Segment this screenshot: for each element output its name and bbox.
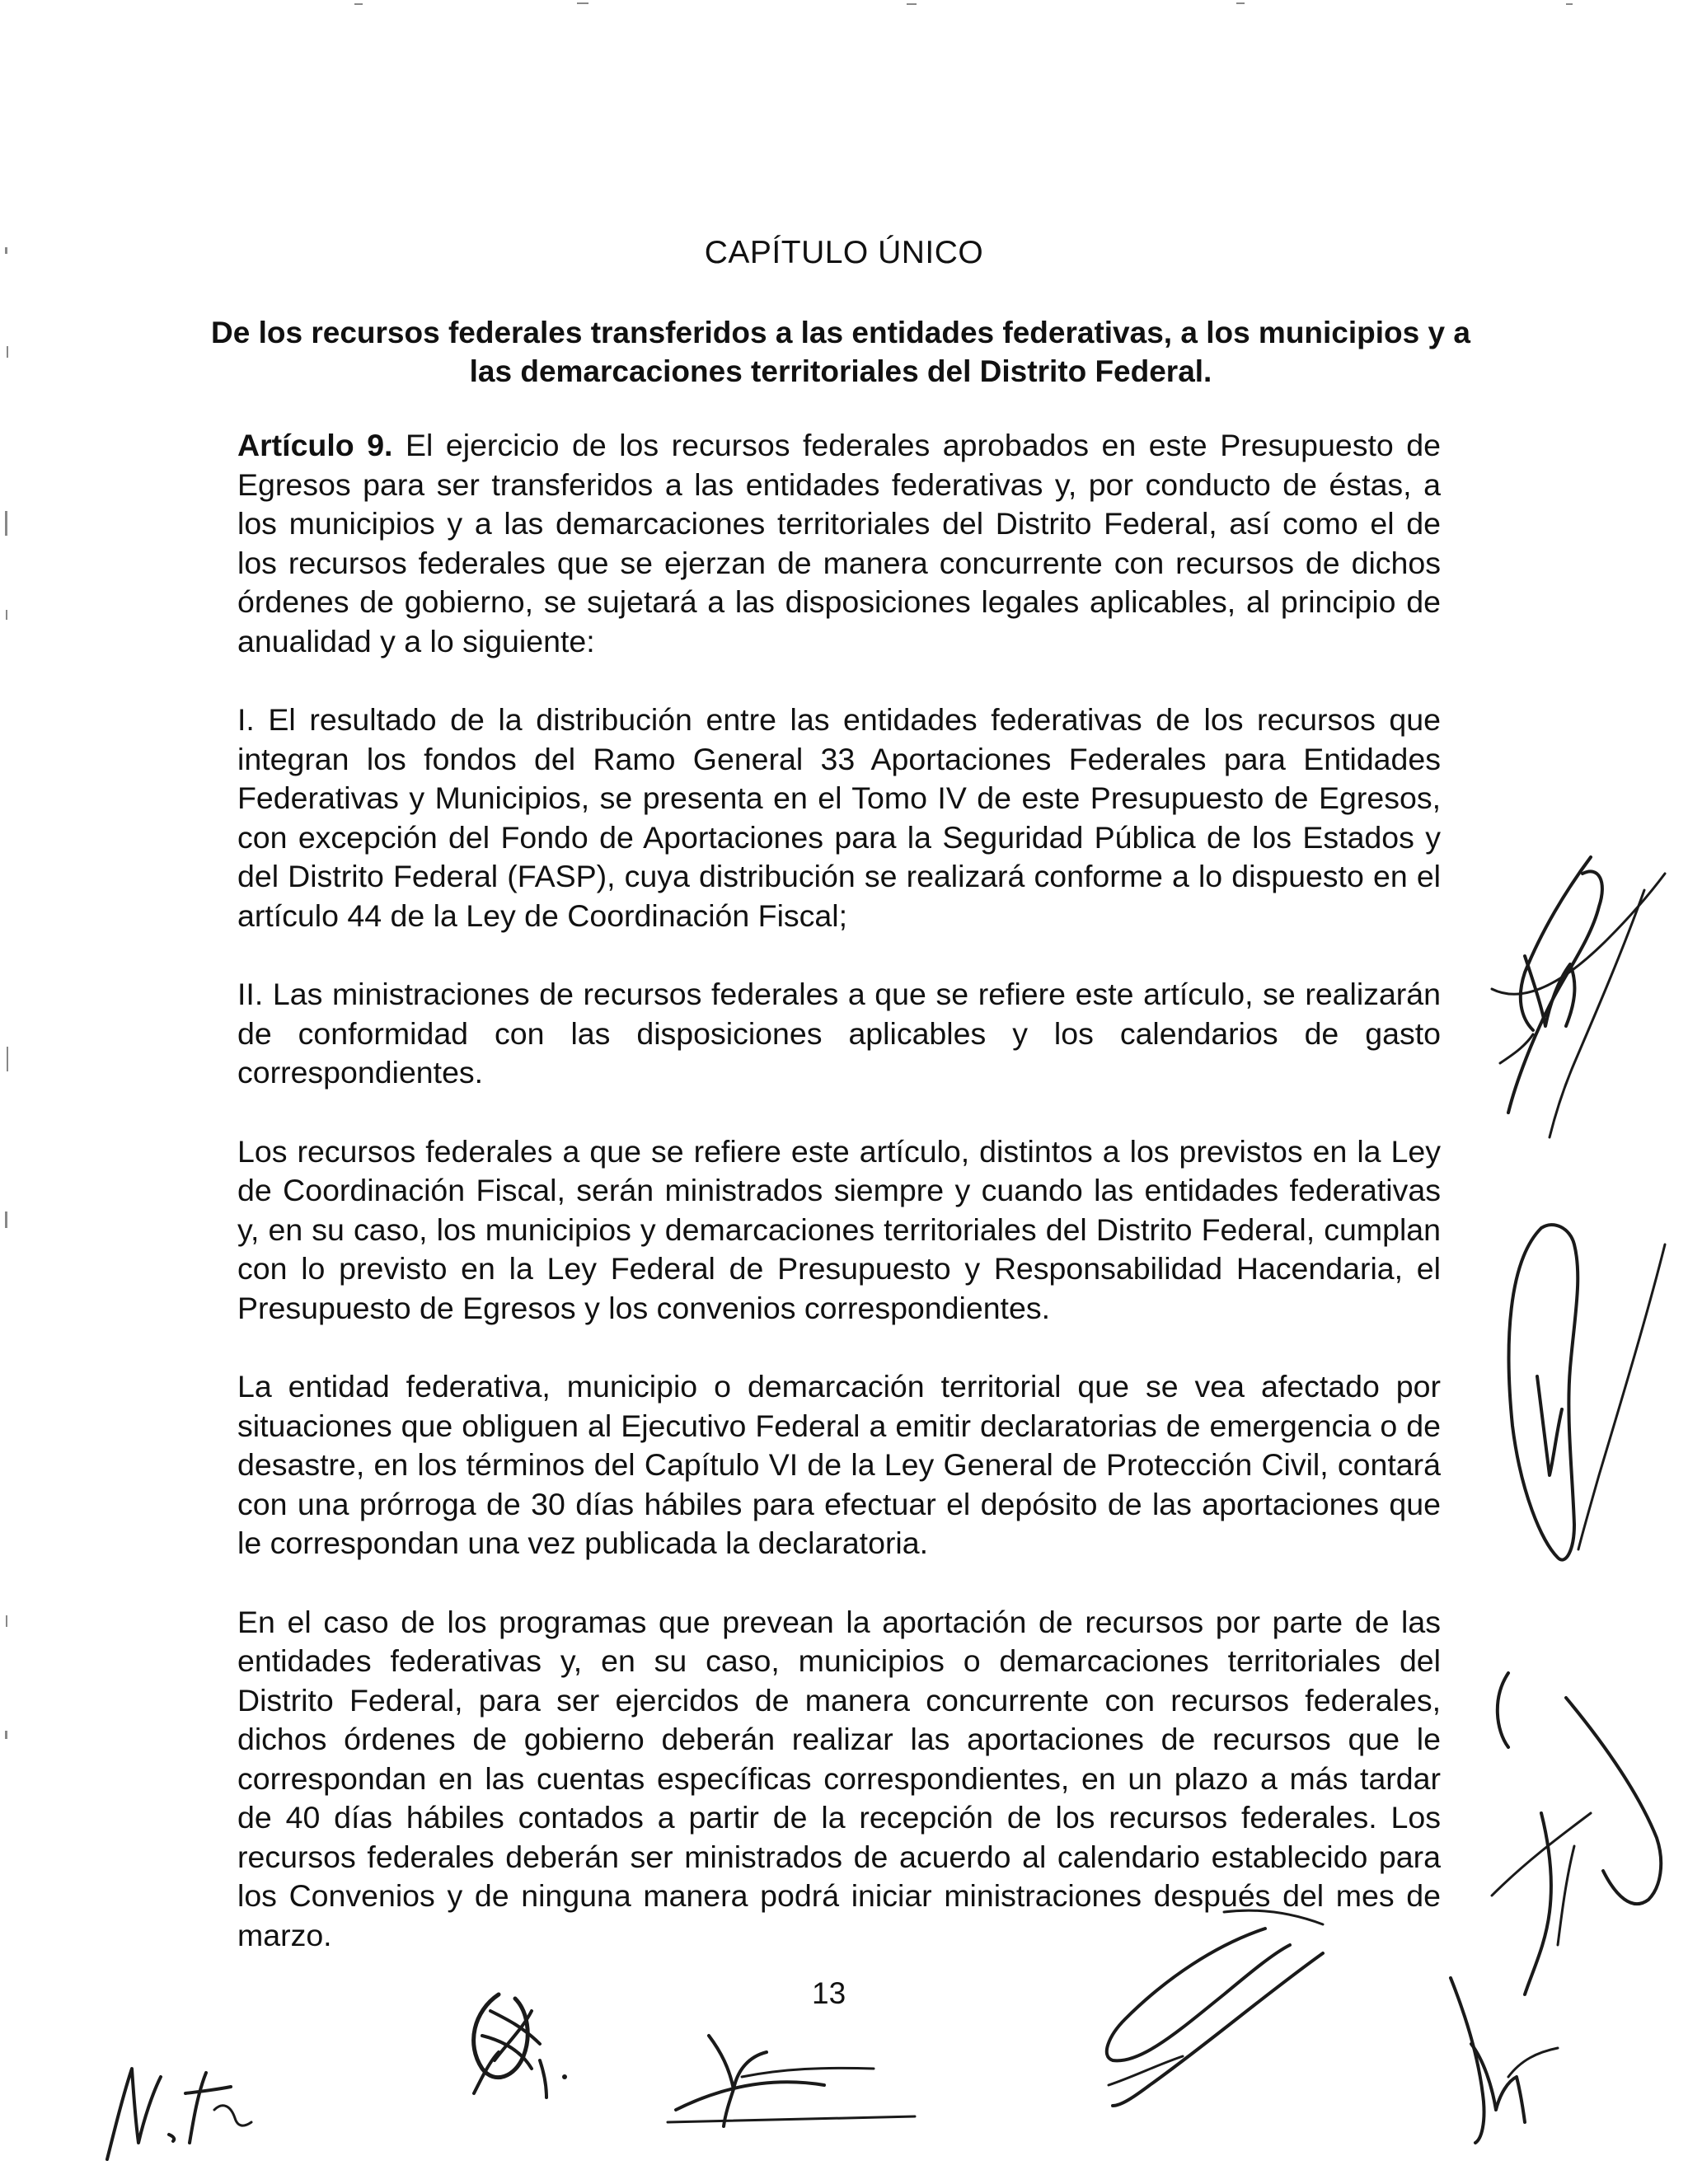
chapter-subtitle: De los recursos federales transferidos a las entidades federativas, a los municipios y a las demarcaciones territoriales del Distrito Federal.: [211, 316, 1470, 388]
chapter-title: CAPÍTULO ÚNICO: [704, 235, 984, 270]
article-intro-text: El ejercicio de los recursos federales aprobados en este Presupuesto de Egresos para ser transferidos a las entidades federativas y, por conducto de éstas, a los municipios y a las demarcaciones territoriales del Distrito Federal, así como el de los recursos federales que se ejerzan de manera concurrente con recursos de dichos órdenes de gobierno, se sujetará a las disposiciones legales aplicables, al principio de anualidad y a lo siguiente:: [237, 428, 1441, 658]
page-number: 13: [812, 1976, 846, 2010]
concurrent-programs-paragraph: En el caso de los programas que prevean la aportación de recursos por parte de las entidades federativas y, en su caso, municipios o demarcaciones territoriales del Distrito Federal, para ser ejercidos de manera concurrente con recursos federales, dichos órdenes de gobierno deberán realizar las aportaciones de recursos que le correspondan en las cuentas específicas correspondientes, en un plazo a más tardar de 40 días hábiles contados a partir de la recepción de los recursos federales. Los recursos federales deberán ser ministrados de acuerdo al calendario establecido para los Convenios y de ninguna manera podrá iniciar ministraciones después del mes de marzo.: [237, 1604, 1441, 1952]
ministration-conditions-paragraph: Los recursos federales a que se refiere este artículo, distintos a los previstos en la Ley de Coordinación Fiscal, serán ministrados siempre y cuando las entidades federativas y, en su caso, los municipios y demarcaciones territoriales del Distrito Federal, cumplan con lo previsto en la Ley Federal de Presupuesto y Responsabilidad Hacendaria, el Presupuesto de Egresos y los convenios correspondientes.: [237, 1133, 1441, 1325]
article-label: Artículo 9.: [237, 428, 393, 462]
fraction-two-paragraph: II. Las ministraciones de recursos federales a que se refiere este artículo, se realizarán de conformidad con las disposiciones aplicables y los calendarios de gasto correspondientes.: [237, 977, 1441, 1090]
fraction-one-paragraph: I. El resultado de la distribución entre las entidades federativas de los recursos que integran los fondos del Ramo General 33 Aportaciones Federales para Entidades Federativas y Municipios, se presenta en el Tomo IV de este Presupuesto de Egresos, con excepción del Fondo de Aportaciones para la Seguridad Pública de los Estados y del Distrito Federal (FASP), cuya distribución se realizará conforme a lo dispuesto en el artículo 44 de la Ley de Coordinación Fiscal;: [237, 702, 1441, 933]
emergency-extension-paragraph: La entidad federativa, municipio o demarcación territorial que se vea afectado por situaciones que obliguen al Ejecutivo Federal a emitir declaratorias de emergencia o de desastre, en los términos del Capítulo VI de la Ley General de Protección Civil, contará con una prórroga de 30 días hábiles para efectuar el depósito de las aportaciones que le correspondan una vez publicada la declaratoria.: [237, 1369, 1441, 1560]
